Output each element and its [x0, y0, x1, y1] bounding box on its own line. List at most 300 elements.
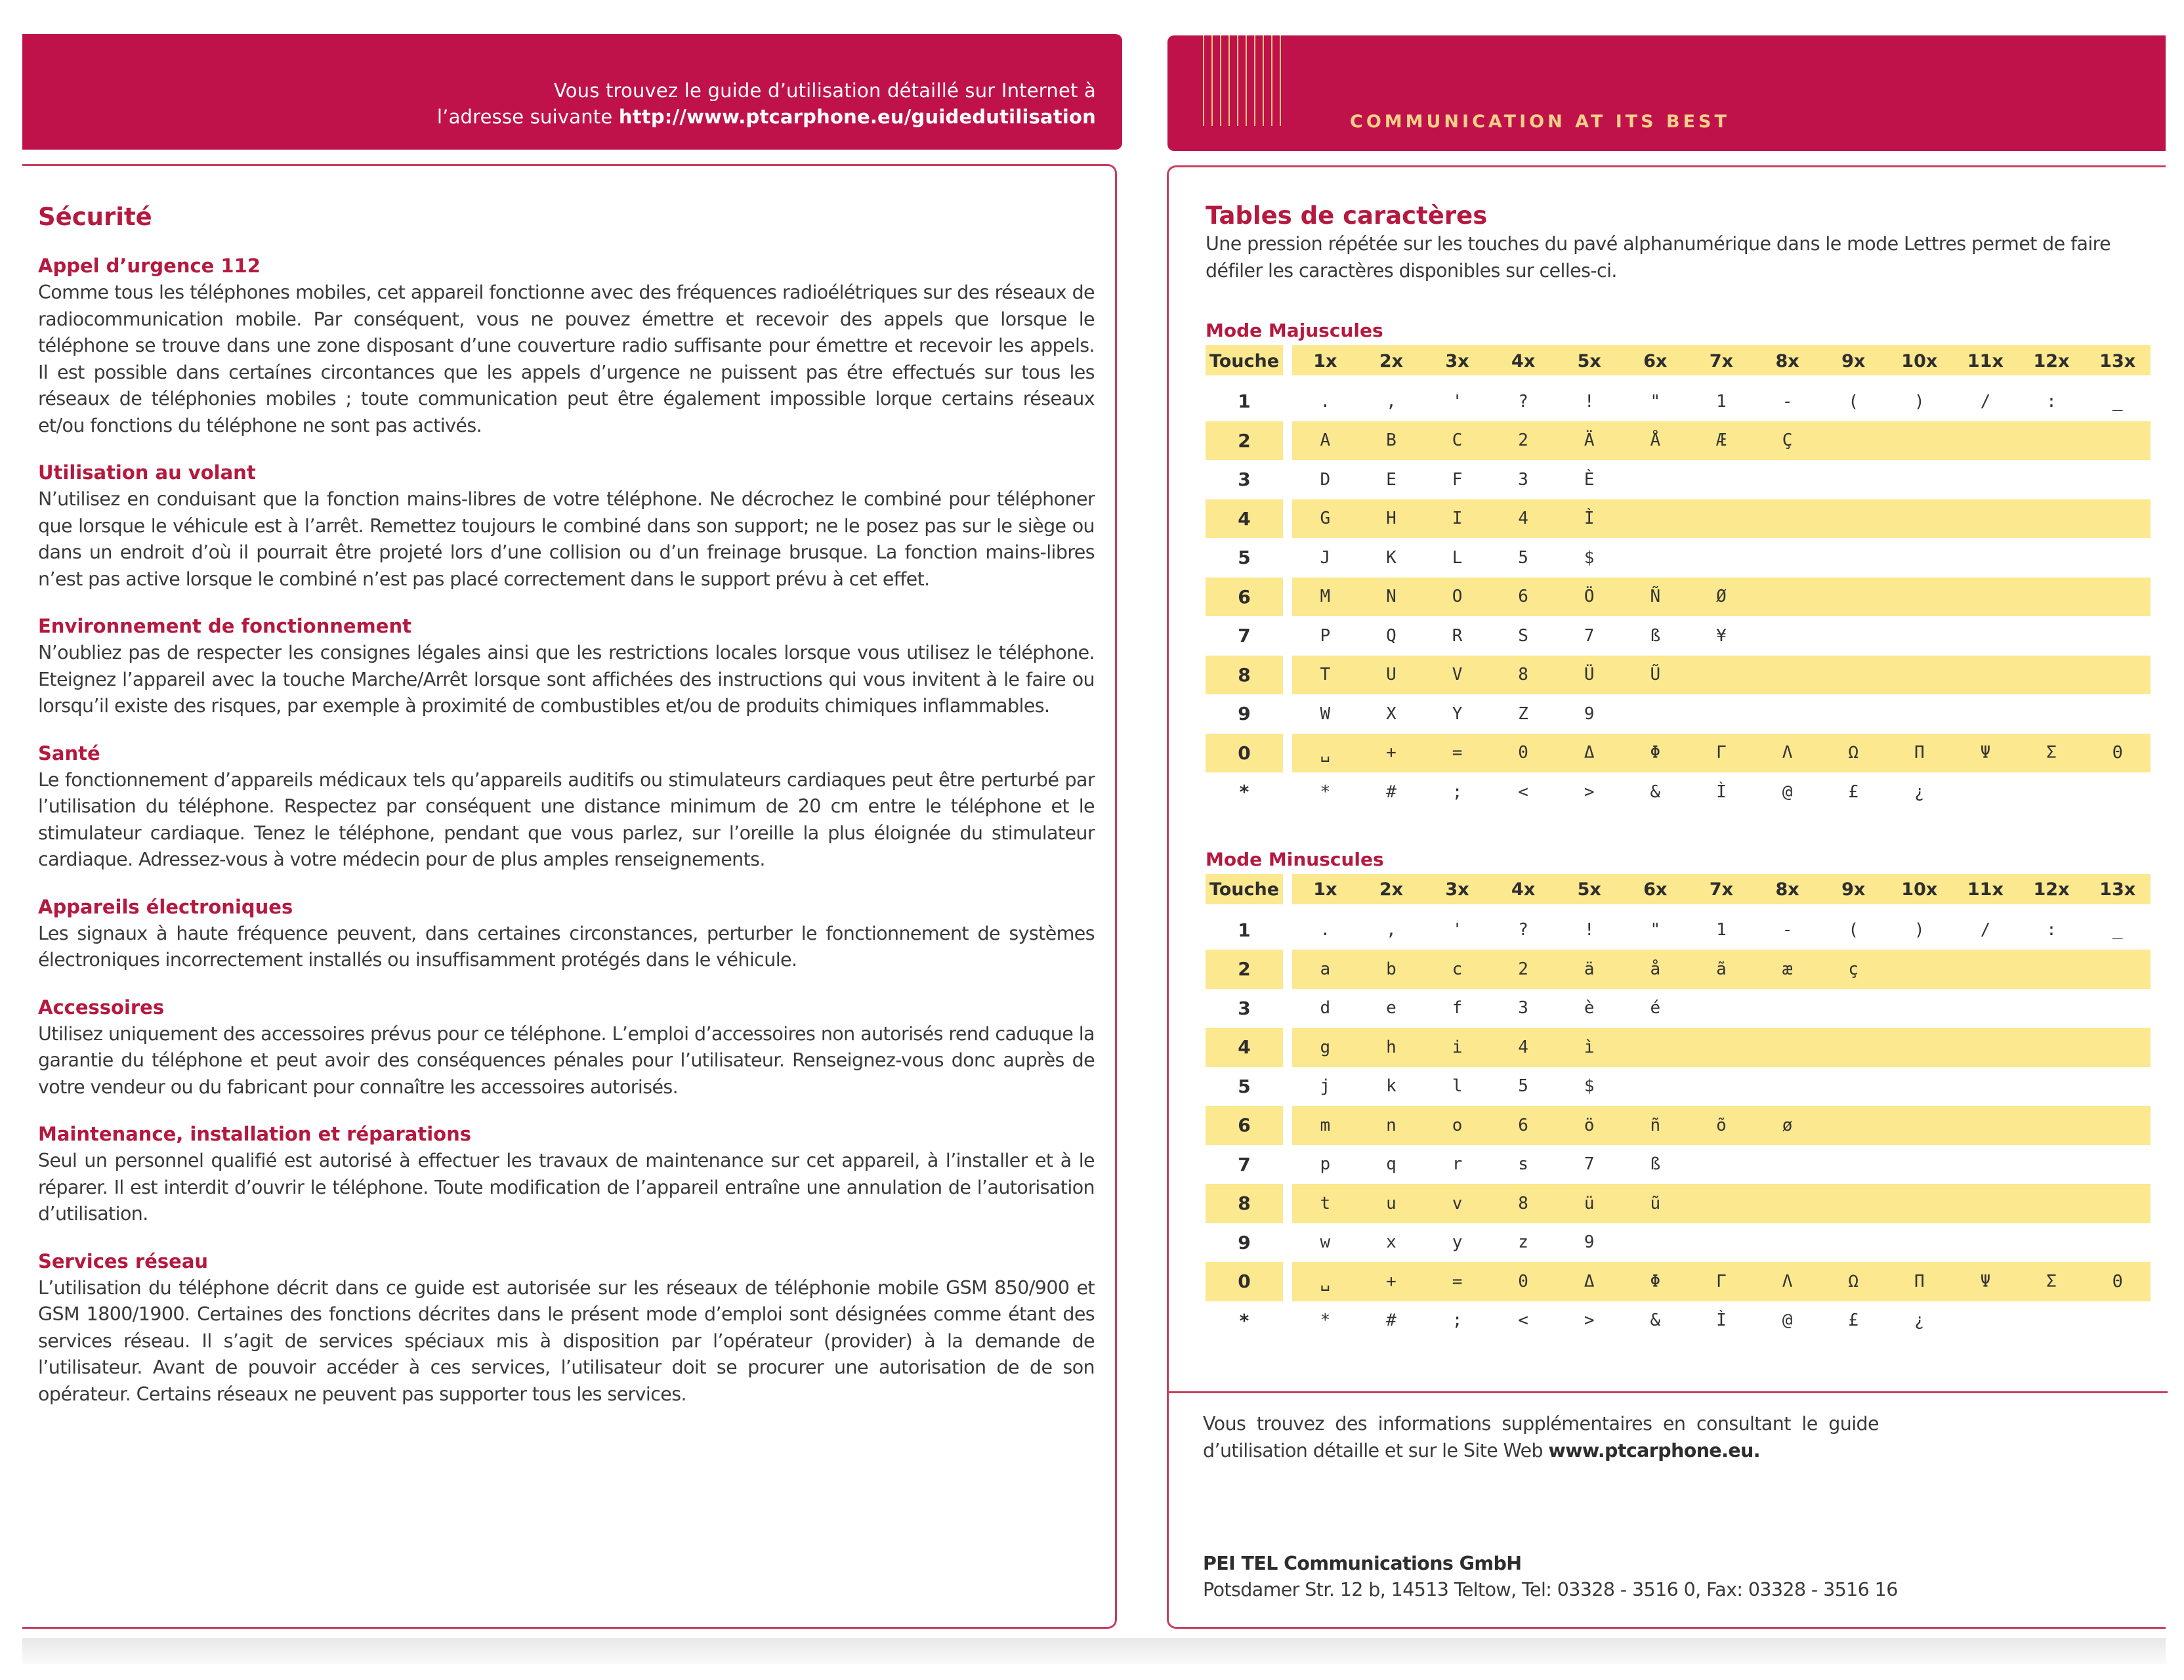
char-cell: 0	[1490, 1262, 1557, 1301]
char-cell	[1886, 460, 1952, 499]
press-count-header: 13x	[2084, 874, 2151, 904]
section-body: Comme tous les téléphones mobiles, cet appareil fonctionne avec des fréquences radioélétriques sur des réseaux de radiocommunication mobile. Par conséquent, vous ne pouvez émettre et recevoir des appels que lorsque le téléphone se trouve dans une zone disposant d’une couverture radio suffisante pour émettre et recevoir les appels. Il est possible dans certaínes circontances que les appels d’urgence ne puissent pas étre effectués sur tous les réseaux de téléphonies mobiles ; toute communication peut être également impossible lorque certains réseaux et/ou fonctions du téléphone ne sont pas activés.	[38, 282, 1095, 436]
section-body: Les signaux à haute fréquence peuvent, dans certaines circonstances, perturber le fonctionnement de systèmes électroniques incorrectement installés ou insuffisamment protégés dans le véhicule.	[38, 922, 1095, 971]
press-count-header: 4x	[1490, 874, 1557, 904]
char-cell	[1886, 1145, 1952, 1185]
char-cell: P	[1320, 625, 1331, 646]
column-gap	[1283, 1184, 1292, 1223]
char-cell	[2019, 421, 2085, 461]
header-banner-left	[22, 34, 1122, 150]
section-body: N’utilisez en conduisant que la fonction mains-libres de votre téléphone. Ne décrochez le combiné pour téléphoner que lorsque le véhicule est à l’arrêt. Remettez toujours le combiné dans son support; ne le posez pas sur le siège ou dans un endroit d’où il pourrait être projeté lors d’une collision ou d’un freinage brusque. La fonction mains-libres n’est pas active lorsque le combiné n’est pas placé correctement dans le support prévu à cet effet.	[38, 488, 1095, 590]
char-cell: Θ	[2084, 734, 2151, 773]
char-cell: z	[1518, 1232, 1528, 1253]
char-cell	[2084, 421, 2151, 461]
char-cell	[2019, 1028, 2085, 1067]
safety-section	[38, 896, 1095, 974]
stripe-line	[1228, 35, 1230, 126]
char-cell	[2084, 694, 2151, 734]
safety-section	[38, 255, 1095, 439]
char-cell: é	[1650, 998, 1661, 1018]
char-cell: W	[1320, 704, 1331, 724]
char-cell	[1952, 1028, 2019, 1067]
char-cell	[1754, 1067, 1820, 1106]
char-cell: /	[1980, 391, 1991, 411]
section-heading: Santé	[38, 742, 100, 765]
press-count-header: 8x	[1754, 345, 1820, 375]
char-cell	[2084, 772, 2151, 812]
key-label: 5	[1238, 547, 1251, 569]
press-count-header: 10x	[1886, 345, 1952, 375]
char-cell: M	[1292, 578, 1358, 617]
online-guide-prefix: l’adresse suivante	[436, 106, 619, 128]
key-label: 6	[1206, 1106, 1283, 1145]
row-spacer	[1206, 904, 2151, 911]
char-cell: 1	[1716, 920, 1727, 940]
char-cell: H	[1358, 499, 1425, 539]
column-gap	[1283, 1106, 1292, 1145]
key-label: 7	[1238, 625, 1251, 647]
char-cell	[1952, 694, 2019, 734]
char-cell: X	[1386, 704, 1396, 724]
key-label: 8	[1206, 1184, 1283, 1223]
char-cell: o	[1424, 1106, 1490, 1145]
section-heading: Services réseau	[38, 1250, 209, 1272]
char-cell	[1886, 694, 1952, 734]
char-cell: è	[1584, 998, 1595, 1018]
key-label: 8	[1206, 656, 1283, 695]
char-cell	[2084, 616, 2151, 656]
char-cell: Ü	[1556, 656, 1622, 695]
char-cell: Y	[1452, 704, 1463, 724]
char-cell: '	[1452, 920, 1463, 940]
char-cell	[1952, 421, 2019, 461]
char-cell: 9	[1584, 1232, 1595, 1253]
character-tables-panel	[1167, 165, 2166, 1629]
header-banner-right	[1167, 35, 2166, 151]
char-cell	[1820, 1028, 1887, 1067]
char-cell: m	[1292, 1106, 1358, 1145]
char-cell	[1952, 578, 2019, 617]
char-cell	[2019, 616, 2085, 656]
char-cell	[1622, 1028, 1689, 1067]
char-cell	[1754, 1223, 1820, 1263]
char-cell: <	[1518, 782, 1528, 802]
char-cell: :	[2046, 391, 2057, 411]
press-count-header: 13x	[2084, 345, 2151, 375]
char-cell	[1952, 1106, 2019, 1145]
char-cell: =	[1424, 1262, 1490, 1301]
character-tables-content	[1206, 201, 2151, 1340]
char-cell	[2084, 1301, 2151, 1341]
char-cell: 4	[1490, 1028, 1557, 1067]
key-label: 9	[1238, 703, 1251, 725]
char-cell	[1820, 694, 1887, 734]
char-cell	[1689, 1145, 1755, 1185]
char-cell: _	[2112, 391, 2123, 411]
char-cell	[1622, 538, 1689, 578]
char-cell	[1952, 772, 2019, 812]
key-label: 9	[1238, 1231, 1251, 1253]
char-cell	[2019, 989, 2085, 1028]
char-cell	[1820, 1223, 1887, 1263]
key-label: *	[1239, 781, 1250, 803]
press-count-header: 11x	[1952, 874, 2019, 904]
column-gap	[1283, 1301, 1292, 1341]
char-cell: Σ	[2019, 734, 2085, 773]
char-cell: Ũ	[1622, 656, 1689, 695]
char-cell: U	[1358, 656, 1425, 695]
char-cell: Ö	[1556, 578, 1622, 617]
table-row	[1206, 1067, 2151, 1106]
char-cell: !	[1584, 920, 1595, 940]
column-gap	[1283, 874, 1292, 904]
char-cell	[2084, 1028, 2151, 1067]
char-cell	[1886, 989, 1952, 1028]
char-cell: y	[1452, 1232, 1463, 1253]
guide-url-link[interactable]: http://www.ptcarphone.eu/guidedutilisation	[618, 106, 1096, 128]
table-row	[1206, 616, 2151, 656]
char-cell: Δ	[1556, 734, 1622, 773]
table-row	[1206, 950, 2151, 989]
press-count-header: 8x	[1754, 874, 1820, 904]
char-cell: ;	[1452, 1311, 1463, 1331]
character-tables-intro: Une pression répétée sur les touches du pavé alphanumérique dans le mode Lettres permet de faire défiler les caractères disponibles sur celles-ci.	[1206, 233, 2111, 282]
char-cell: @	[1782, 782, 1793, 802]
table-row	[1206, 382, 2151, 421]
safety-section	[38, 615, 1095, 720]
char-cell	[1886, 950, 1952, 989]
char-cell	[1754, 1184, 1820, 1223]
key-label: 3	[1238, 997, 1251, 1019]
char-cell	[1820, 1184, 1887, 1223]
char-cell: L	[1452, 547, 1463, 568]
char-cell: r	[1452, 1154, 1463, 1175]
char-cell: u	[1358, 1184, 1425, 1223]
char-cell: ?	[1518, 920, 1528, 940]
char-cell: j	[1320, 1076, 1331, 1097]
char-cell: 8	[1490, 656, 1557, 695]
char-cell: i	[1424, 1028, 1490, 1067]
char-cell	[1886, 656, 1952, 695]
char-cell	[1952, 656, 2019, 695]
char-cell: Ç	[1754, 421, 1820, 461]
char-cell	[2084, 578, 2151, 617]
char-cell: Ì	[1716, 1311, 1727, 1331]
char-cell	[1689, 499, 1755, 539]
char-cell: £	[1848, 1311, 1858, 1331]
char-cell: ä	[1556, 950, 1622, 989]
table-row	[1206, 1106, 2151, 1145]
table-row	[1206, 989, 2151, 1028]
char-cell	[1952, 989, 2019, 1028]
char-cell: S	[1518, 625, 1528, 646]
char-cell: ç	[1820, 950, 1887, 989]
footer-divider	[1169, 1391, 2168, 1393]
char-cell: -	[1782, 920, 1793, 940]
char-cell: R	[1452, 625, 1463, 646]
char-cell	[2084, 460, 2151, 499]
column-gap	[1283, 656, 1292, 695]
key-label: 2	[1206, 421, 1283, 461]
char-cell: 9	[1584, 704, 1595, 724]
char-cell	[1886, 616, 1952, 656]
char-cell: Ä	[1556, 421, 1622, 461]
char-cell: 3	[1518, 469, 1528, 490]
column-gap	[1283, 1028, 1292, 1067]
char-cell	[2019, 1145, 2085, 1185]
char-cell: 6	[1490, 578, 1557, 617]
char-cell: *	[1320, 1311, 1331, 1331]
character-table	[1206, 874, 2151, 1341]
safety-section	[38, 461, 1095, 593]
char-cell: +	[1358, 1262, 1425, 1301]
char-cell: ?	[1518, 391, 1528, 411]
stripe-line	[1280, 35, 1281, 126]
column-gap	[1283, 989, 1292, 1028]
char-cell	[1886, 1184, 1952, 1223]
table-row	[1206, 1028, 2151, 1067]
char-cell: Å	[1622, 421, 1689, 461]
char-cell: =	[1424, 734, 1490, 773]
char-cell	[2084, 1223, 2151, 1263]
char-cell: 1	[1716, 391, 1727, 411]
key-label: 0	[1206, 1262, 1283, 1301]
char-cell: ì	[1556, 1028, 1622, 1067]
char-cell	[2019, 656, 2085, 695]
char-cell: Ω	[1820, 1262, 1887, 1301]
press-count-header: 7x	[1689, 874, 1755, 904]
char-cell	[1689, 1028, 1755, 1067]
char-cell	[1689, 1184, 1755, 1223]
table-row	[1206, 911, 2151, 950]
column-gap	[1283, 1262, 1292, 1301]
column-gap	[1283, 538, 1292, 578]
char-cell: !	[1584, 391, 1595, 411]
char-cell: ␣	[1292, 734, 1358, 773]
char-cell: 7	[1584, 1154, 1595, 1175]
char-cell	[1886, 421, 1952, 461]
char-cell: Ø	[1689, 578, 1755, 617]
char-cell: #	[1386, 1311, 1396, 1331]
char-cell: (	[1848, 920, 1858, 940]
table-row	[1206, 1223, 2151, 1263]
char-cell: T	[1292, 656, 1358, 695]
char-cell: Ψ	[1952, 734, 2019, 773]
char-cell	[1689, 1067, 1755, 1106]
column-gap	[1283, 578, 1292, 617]
char-cell: õ	[1689, 1106, 1755, 1145]
table-row	[1206, 1184, 2151, 1223]
char-cell: ø	[1754, 1106, 1820, 1145]
char-cell	[1754, 460, 1820, 499]
stripe-line	[1220, 35, 1221, 126]
key-label: 4	[1206, 499, 1283, 539]
char-cell: 2	[1490, 421, 1557, 461]
char-cell	[2084, 1184, 2151, 1223]
char-cell: 5	[1518, 1076, 1528, 1097]
character-tables	[1206, 320, 2151, 1340]
safety-section	[38, 1250, 1095, 1408]
char-cell: p	[1320, 1154, 1331, 1175]
key-label: 5	[1238, 1075, 1251, 1097]
char-cell: Ψ	[1952, 1262, 2019, 1301]
char-cell: £	[1848, 782, 1858, 802]
char-cell: ß	[1650, 1154, 1661, 1175]
column-gap	[1283, 421, 1292, 461]
char-cell	[2019, 950, 2085, 989]
stripe-line	[1211, 35, 1213, 126]
section-heading: Accessoires	[38, 996, 165, 1018]
char-cell: 4	[1490, 499, 1557, 539]
char-cell	[2019, 772, 2085, 812]
key-label: 6	[1206, 578, 1283, 617]
safety-section	[38, 1123, 1095, 1228]
table-header-row	[1206, 874, 2151, 904]
char-cell: 0	[1490, 734, 1557, 773]
char-cell	[1622, 1067, 1689, 1106]
char-cell	[2019, 694, 2085, 734]
press-count-header: 6x	[1622, 874, 1689, 904]
char-cell: >	[1584, 782, 1595, 802]
char-cell	[1754, 656, 1820, 695]
char-cell	[2084, 656, 2151, 695]
char-cell: #	[1386, 782, 1396, 802]
char-cell: Ì	[1556, 499, 1622, 539]
char-cell	[2084, 1067, 2151, 1106]
char-cell: ß	[1650, 625, 1661, 646]
key-label: 1	[1238, 919, 1251, 941]
char-cell: "	[1650, 391, 1661, 411]
section-body: Seul un personnel qualifié est autorisé à effectuer les travaux de maintenance sur cet appareil, à l’installer et à le réparer. Il est interdit d’ouvrir le téléphone. Toute modification de l’appareil entraîne une annulation de l’autorisation d’utilisation.	[38, 1150, 1095, 1225]
char-cell: Λ	[1754, 1262, 1820, 1301]
char-cell: :	[2046, 920, 2057, 940]
char-cell: Æ	[1689, 421, 1755, 461]
char-cell	[1689, 989, 1755, 1028]
section-body: Le fonctionnement d’appareils médicaux tels qu’appareils auditifs ou stimulateurs cardiaques peut être perturbé par l’utilisation du téléphone. Respectez par conséquent une distance minimum de 20 cm entre le téléphone et le stimulateur cardiaque. Tenez le téléphone, pendant que vous parlez, sur l’oreille la plus éloignée du stimulateur cardiaque. Adressez-vous à votre médecin pour de plus amples renseignements.	[38, 768, 1095, 870]
char-cell: l	[1452, 1076, 1463, 1097]
char-cell: .	[1320, 920, 1331, 940]
char-cell: Ñ	[1622, 578, 1689, 617]
char-cell: V	[1424, 656, 1490, 695]
char-cell	[1820, 656, 1887, 695]
char-cell: f	[1452, 998, 1463, 1018]
stripe-line	[1271, 35, 1272, 126]
more-info-text: Vous trouvez des informations supplémentaires en consultant le guide d’utilisation détaille et sur le Site Web	[1203, 1413, 1879, 1461]
table-row	[1206, 1301, 2151, 1341]
char-cell	[1622, 694, 1689, 734]
press-count-header: 2x	[1358, 345, 1425, 375]
page-bottom-edge	[22, 1638, 2166, 1664]
website-link[interactable]: www.ptcarphone.eu.	[1548, 1439, 1761, 1461]
char-cell	[1820, 578, 1887, 617]
stripe-line	[1237, 35, 1238, 126]
column-gap	[1283, 694, 1292, 734]
char-cell	[2019, 499, 2085, 539]
char-cell	[2084, 538, 2151, 578]
char-cell	[1622, 1223, 1689, 1263]
table-row	[1206, 499, 2151, 539]
char-cell	[1754, 578, 1820, 617]
column-gap	[1283, 1223, 1292, 1263]
key-label: *	[1239, 1309, 1250, 1332]
char-cell: ũ	[1622, 1184, 1689, 1223]
char-cell	[1820, 989, 1887, 1028]
char-cell: ö	[1556, 1106, 1622, 1145]
press-count-header: 7x	[1689, 345, 1755, 375]
key-label: 3	[1238, 469, 1251, 491]
column-gap	[1283, 616, 1292, 656]
table-row	[1206, 538, 2151, 578]
char-cell: "	[1650, 920, 1661, 940]
char-cell: ¿	[1914, 782, 1925, 802]
safety-section	[38, 996, 1095, 1101]
press-count-header: 6x	[1622, 345, 1689, 375]
char-cell: e	[1386, 998, 1396, 1018]
char-cell	[2019, 538, 2085, 578]
char-cell	[1689, 694, 1755, 734]
char-cell	[1952, 538, 2019, 578]
online-guide-notice	[437, 77, 1096, 130]
key-label: 0	[1206, 734, 1283, 773]
char-cell	[1952, 1067, 2019, 1106]
press-count-header: 10x	[1886, 874, 1952, 904]
char-cell: 6	[1490, 1106, 1557, 1145]
char-cell: )	[1914, 391, 1925, 411]
char-cell: >	[1584, 1311, 1595, 1331]
table-row	[1206, 460, 2151, 499]
mode-title: Mode Majuscules	[1206, 320, 1383, 341]
table-row	[1206, 578, 2151, 617]
char-cell	[1820, 1067, 1887, 1106]
char-cell: Ω	[1820, 734, 1887, 773]
char-cell: ,	[1386, 391, 1396, 411]
company-address: Potsdamer Str. 12 b, 14513 Teltow, Tel: 03328 - 3516 0, Fax: 03328 - 3516 16	[1203, 1579, 1898, 1601]
table-row	[1206, 656, 2151, 695]
char-cell: K	[1386, 547, 1396, 568]
char-cell	[2084, 499, 2151, 539]
char-cell	[1952, 950, 2019, 989]
press-count-header: 9x	[1820, 345, 1887, 375]
char-cell: O	[1424, 578, 1490, 617]
char-cell	[2019, 1301, 2085, 1341]
safety-sections	[38, 255, 1095, 1408]
online-guide-line2	[437, 104, 1096, 130]
table-header-row	[1206, 345, 2151, 375]
press-count-header: 1x	[1292, 874, 1358, 904]
char-cell: s	[1518, 1154, 1528, 1175]
section-heading: Maintenance, installation et réparations	[38, 1123, 472, 1145]
char-cell: $	[1584, 1076, 1595, 1097]
press-count-header: 12x	[2019, 874, 2085, 904]
char-cell: ␣	[1292, 1262, 1358, 1301]
char-cell	[1886, 1223, 1952, 1263]
char-cell	[1820, 1106, 1887, 1145]
char-cell	[2019, 1223, 2085, 1263]
char-cell	[1689, 1223, 1755, 1263]
char-cell: +	[1358, 734, 1425, 773]
char-cell	[1820, 616, 1887, 656]
char-cell: J	[1320, 547, 1331, 568]
column-gap	[1283, 345, 1292, 375]
brand-stripes-decoration	[1203, 35, 1288, 126]
char-cell	[1820, 460, 1887, 499]
char-cell	[1952, 499, 2019, 539]
company-name: PEI TEL Communications GmbH	[1203, 1553, 1522, 1574]
char-cell	[1886, 538, 1952, 578]
char-cell: 2	[1490, 950, 1557, 989]
press-count-header: 11x	[1952, 345, 2019, 375]
char-cell	[1952, 1223, 2019, 1263]
